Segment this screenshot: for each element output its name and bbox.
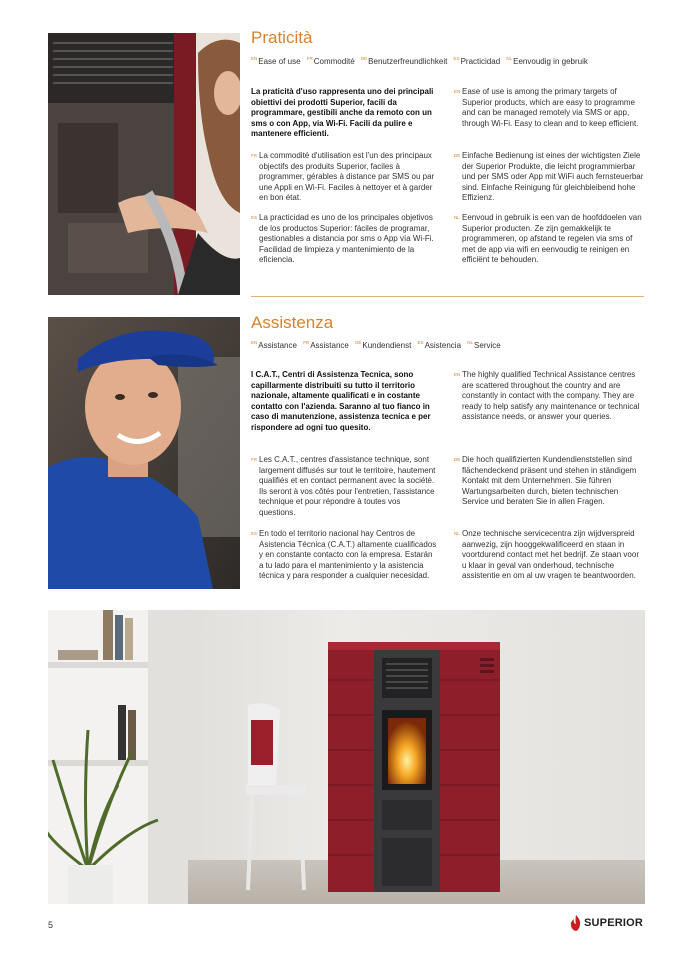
lang-label-fr: Assistance bbox=[310, 340, 349, 350]
photo-woman-cleaning-stove bbox=[48, 33, 240, 295]
lang-tag-nl: NL bbox=[454, 531, 460, 536]
paragraph-en bbox=[454, 370, 644, 423]
lang-code-es: ES bbox=[417, 340, 424, 345]
paragraph-nl-text: Eenvoud in gebruik is een van de hoofddoelen van Superior producten. Ze zijn gemakkelijk te programmeren, op afstand te regelen via sms of met de app via wifi en eenvoudig te reinigen en efficiënt te behouden. bbox=[462, 213, 642, 264]
paragraph-es bbox=[251, 213, 437, 266]
lang-label-es: Asistencia bbox=[424, 340, 462, 350]
paragraph-de-text: Einfache Bedienung ist eines der wichtigsten Ziele der Superior Produkte, die leicht programmierbar und per SMS oder App mit WiFi auch fernsteuerbar sind. Einfache Reinigung für gleichbleibend hohe Effizienz. bbox=[462, 151, 644, 202]
paragraph-de bbox=[454, 455, 644, 508]
paragraph-fr bbox=[251, 151, 437, 204]
lang-tag-fr: FR bbox=[251, 153, 257, 158]
brand-logo bbox=[570, 915, 643, 931]
paragraph-es-text: En todo el territorio nacional hay Centros de Asistencia Técnica (C.A.T.) altamente cualificados y en constante contacto con la empresa. Estarán a tu lado para el mantenimiento y la asistencia técnica y para responder a cualquier necesidad. bbox=[259, 529, 437, 580]
paragraph-nl-text: Onze technische servicecentra zijn wijdverspreid aanwezig, zijn hooggekwalificeerd en staan in voortdurend contact met het bedrijf. Ze staan voor u klaar in geval van onderhoud, technische assistentie en om al uw vragen te beantwoorden. bbox=[462, 529, 639, 580]
lang-label-nl: Eenvoudig in gebruik bbox=[513, 56, 588, 66]
lang-code-fr: FR bbox=[303, 340, 310, 345]
lang-tag-nl: NL bbox=[454, 215, 460, 220]
lang-code-nl: NL bbox=[467, 340, 474, 345]
paragraph-nl bbox=[454, 213, 644, 266]
page-number: 5 bbox=[48, 920, 54, 930]
paragraph-it: La praticità d'uso rappresenta uno dei principali obiettivi dei prodotti Superior, facili da programmare, gestibili anche da remoto con un sms o con App, via Wi-Fi. Facili da pulire e mantenere efficienti. bbox=[251, 87, 434, 138]
paragraph-nl bbox=[454, 529, 644, 582]
lang-tag-en: EN bbox=[454, 372, 461, 377]
photo-technician bbox=[48, 317, 240, 589]
paragraph-en-text: The highly qualified Technical Assistance centres are scattered throughout the country and are constantly in contact with the company. They are ready to help satisfy any maintenance or technical assistance needs, or answer your queries. bbox=[462, 370, 640, 421]
brand-name: SUPERIOR bbox=[584, 917, 644, 929]
lang-code-de: DE bbox=[355, 340, 362, 345]
lang-tag-en: EN bbox=[454, 89, 461, 94]
lang-label-en: Ease of use bbox=[258, 56, 301, 66]
photo-pellet-stove-room bbox=[48, 610, 645, 904]
paragraph-de bbox=[454, 151, 644, 204]
lang-code-en: EN bbox=[251, 340, 258, 345]
paragraph-it: I C.A.T., Centri di Assistenza Tecnica, sono capillarmente distribuiti su tutto il territorio nazionale, altamente qualificati e in costante contatto con l'azienda. Saranno al tuo fianco in caso di manutenzione, assistenza tecnica e per rispondere ad ogni tuo quesito. bbox=[251, 370, 431, 432]
lang-tag-fr: FR bbox=[251, 457, 257, 462]
language-list-assistenza bbox=[251, 340, 505, 350]
lang-code-nl: NL bbox=[506, 56, 513, 61]
lang-label-de: Benutzerfreundlichkeit bbox=[368, 56, 448, 66]
lang-label-es: Practicidad bbox=[460, 56, 501, 66]
lang-code-es: ES bbox=[453, 56, 460, 61]
section-title-praticita: Praticità bbox=[251, 28, 313, 47]
paragraph-fr-text: La commodité d'utilisation est l'un des principaux objectifs des produits Superior, faciles à programmer, gérables à distance par SMS ou par une Appli en Wi-Fi. Faciles à nettoyer et à garder en bon état. bbox=[259, 151, 435, 202]
lang-label-de: Kundendienst bbox=[362, 340, 412, 350]
paragraph-es-text: La practicidad es uno de los principales objetivos de los productos Superior: fáciles de programar, gestionables a distancia por sms o App vía Wi-Fi. Facilidad de limpieza y mantenimiento de la eficiencia. bbox=[259, 213, 434, 264]
flame-icon bbox=[570, 915, 582, 931]
lang-code-fr: FR bbox=[306, 56, 313, 61]
paragraph-fr bbox=[251, 455, 437, 518]
lang-tag-de: DE bbox=[454, 153, 461, 158]
lang-label-fr: Commodité bbox=[313, 56, 355, 66]
lang-tag-es: ES bbox=[251, 531, 258, 536]
paragraph-en bbox=[454, 87, 644, 129]
paragraph-de-text: Die hoch qualifizierten Kundendienststellen sind flächendeckend präsent und stehen in ständigem Kontakt mit dem Unternehmen. Sie führen Wartungsarbeiten durch, bieten technischen Service und beraten Sie in allen Fragen. bbox=[462, 455, 637, 506]
lang-code-de: DE bbox=[360, 56, 368, 61]
paragraph-fr-text: Les C.A.T., centres d'assistance technique, sont largement diffusés sur tout le territoire, hautement qualifiés et en contact permanent avec la société. Ils seront à vos côtés pour l'entretien, l'assistance technique et pour répondre à toutes vos questions. bbox=[259, 455, 436, 517]
language-list-praticita bbox=[251, 56, 592, 66]
lang-tag-es: ES bbox=[251, 215, 258, 220]
section-divider bbox=[251, 296, 644, 297]
paragraph-es bbox=[251, 529, 437, 582]
lang-tag-de: DE bbox=[454, 457, 461, 462]
lang-label-en: Assistance bbox=[258, 340, 297, 350]
paragraph-en-text: Ease of use is among the primary targets of Superior products, which are easy to programme and can be managed remotely via SMS or app, through Wi-Fi. Easy to clean and to keep efficient. bbox=[462, 87, 639, 128]
lang-code-en: EN bbox=[251, 56, 258, 61]
section-title-assistenza: Assistenza bbox=[251, 313, 334, 332]
lang-label-nl: Service bbox=[474, 340, 501, 350]
